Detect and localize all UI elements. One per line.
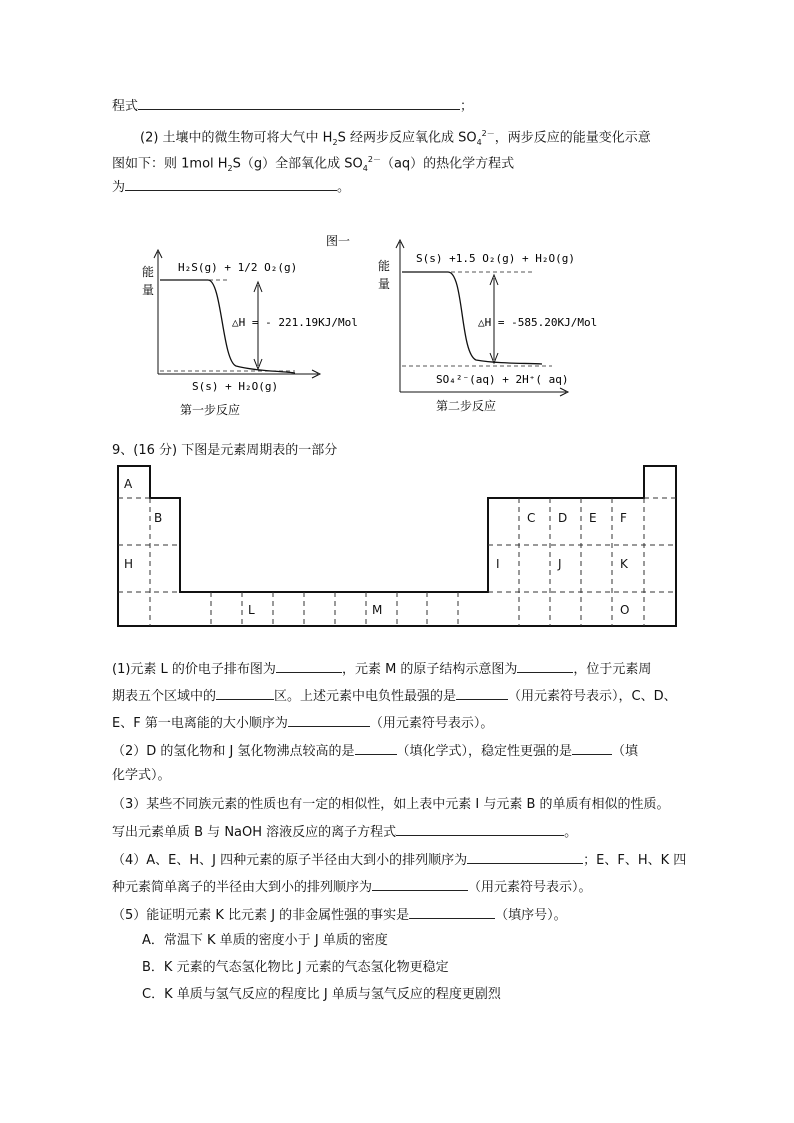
energy-axis-label: 能 — [378, 259, 391, 273]
q9-4-line1: （4）A、E、H、J 四种元素的原子半径由大到小的排列顺序为 ；E、F、H、K 四 — [112, 849, 686, 871]
step1-dh: △H = - 221.19KJ/Mol — [232, 316, 358, 329]
q9-2-line1: （2）D 的氢化物和 J 氢化物沸点较高的是 （填化学式），稳定性更强的是 （填 — [112, 740, 638, 762]
element-cell-J: J — [558, 557, 562, 571]
answer-blank[interactable] — [355, 740, 397, 755]
q9-3-line2: 写出元素单质 B 与 NaOH 溶液反应的离子方程式 。 — [112, 821, 577, 843]
answer-blank[interactable] — [216, 685, 274, 700]
element-cell-H: H — [124, 557, 134, 571]
periodic-table-fragment — [116, 462, 682, 632]
answer-blank[interactable] — [572, 740, 612, 755]
answer-blank[interactable] — [372, 876, 468, 891]
answer-blank[interactable] — [288, 712, 370, 727]
q8-part2-line3: 为 。 — [112, 176, 350, 198]
element-cell-K: K — [620, 557, 628, 571]
step2-reactants: S(s) +1.5 O₂(g) + H₂O(g) — [416, 252, 575, 265]
q9-5-option-c: C．K 单质与氢气反应的程度比 J 单质与氢气反应的程度更剧烈 — [142, 987, 501, 1002]
q8-cont-label: 程式 — [112, 99, 139, 114]
element-cell-M: M — [372, 603, 383, 617]
step1-caption: 第一步反应 — [180, 403, 241, 417]
q9-4-line2: 种元素简单离子的半径由大到小的排列顺序为 （用元素符号表示）。 — [112, 876, 592, 898]
step1-products: S(s) + H₂O(g) — [192, 380, 279, 393]
answer-blank[interactable] — [125, 176, 337, 191]
answer-blank[interactable] — [456, 685, 508, 700]
step1-reactants: H₂S(g) + 1/2 O₂(g) — [178, 261, 298, 274]
figure-title: 图一 — [326, 234, 351, 248]
answer-blank[interactable] — [276, 658, 342, 673]
element-cell-I: I — [496, 557, 500, 571]
energy-diagram-figure — [120, 228, 610, 418]
answer-blank[interactable] — [138, 95, 460, 110]
step2-dh: △H = -585.20KJ/Mol — [478, 316, 598, 329]
answer-blank[interactable] — [467, 849, 583, 864]
q8-part2-line2: 图如下：则 1mol $H_2S(g)$全部氧化成 $SO_4^{2-}(aq)$的热化学方程式 — [112, 155, 515, 173]
energy-axis-label: 量 — [142, 283, 155, 297]
energy-axis-label: 能 — [142, 265, 155, 279]
element-cell-B: B — [154, 511, 163, 525]
answer-blank[interactable] — [517, 658, 573, 673]
energy-axis-label: 量 — [378, 277, 391, 291]
q8-cont-line: 程式 ； — [112, 95, 473, 117]
q9-1-line3: E、F 第一电离能的大小顺序为 （用元素符号表示）。 — [112, 712, 493, 734]
step1-diagram — [142, 250, 358, 417]
step2-caption: 第二步反应 — [436, 399, 497, 413]
q9-5-line1: （5）能证明元素 K 比元素 J 的非金属性强的事实是 （填序号）。 — [112, 904, 567, 926]
element-cell-F: F — [620, 511, 627, 525]
element-cell-C: C — [527, 511, 536, 525]
element-cell-E: E — [589, 511, 597, 525]
q9-5-option-b: B．K 元素的气态氢化物比 J 元素的气态氢化物更稳定 — [142, 960, 449, 975]
q9-2-line2: 化学式）。 — [112, 768, 171, 783]
step2-diagram — [378, 240, 597, 413]
step2-products: SO₄²⁻(aq) + 2H⁺( aq) — [436, 373, 569, 386]
q9-1-line2: 期表五个区域中的 区。上述元素中电负性最强的是 （用元素符号表示），C、D、 — [112, 685, 677, 707]
answer-blank[interactable] — [396, 821, 564, 836]
element-cell-D: D — [558, 511, 568, 525]
q9-1-line1: (1)元素 L 的价电子排布图为 ，元素 M 的原子结构示意图为 ，位于元素周 — [112, 658, 651, 680]
element-cell-O: O — [620, 603, 630, 617]
element-cell-A: A — [124, 477, 133, 491]
q9-title: 9、(16 分) 下图是元素周期表的一部分 — [112, 443, 338, 458]
q8-part2-line1: (2) 土壤中的微生物可将大气中 $H_2S$ 经两步反应氧化成 $SO_4^{2-}$，两步反应的能量变化示意 — [140, 129, 651, 147]
answer-blank[interactable] — [409, 904, 495, 919]
q9-5-option-a: A．常温下 K 单质的密度小于 J 单质的密度 — [142, 933, 388, 948]
q9-3-line1: （3）某些不同族元素的性质也有一定的相似性，如上表中元素 I 与元素 B 的单质有相似的性质。 — [112, 797, 670, 812]
element-cell-L: L — [248, 603, 255, 617]
